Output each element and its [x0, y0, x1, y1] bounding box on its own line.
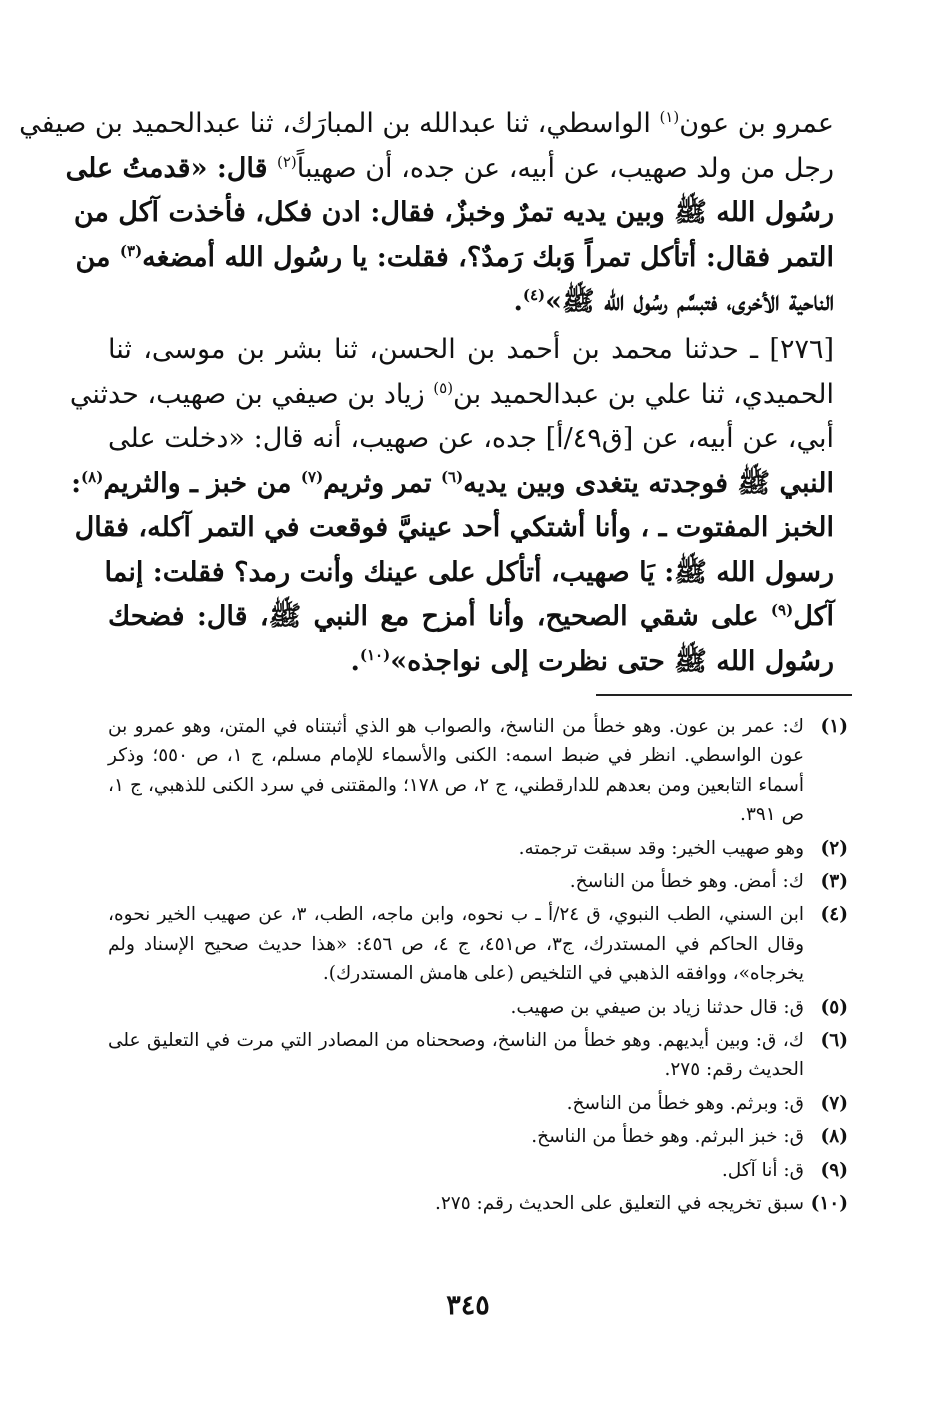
footnote-item	[108, 1156, 848, 1185]
text-line: أبي، عن أبيه، عن [ق٤٩/أ] جده، عن صهيب، أنه قال: «دخلت على	[108, 423, 834, 454]
footnote-number: (٥)	[820, 996, 848, 1018]
footnote-item	[108, 1089, 848, 1118]
footnote-text: ق: وبرثم. وهو خطأ من الناسخ.	[566, 1092, 804, 1114]
hadith-paragraph-1	[19, 102, 834, 325]
footnote-divider	[596, 694, 852, 696]
footnote-ref: (٩)	[770, 601, 794, 619]
text-line: رسُول الله ﷺ حتى نظرت إلى نواجذه»$^{(١٠)}$.	[350, 645, 834, 677]
text-line: رجل من ولد صهيب، عن أبيه، عن جده، أن صهيباً$^{(٢)}$ قال: «قدمتُ على	[65, 152, 834, 184]
footnote-text: ق: قال حدثنا زياد بن صيفي بن صهيب.	[510, 996, 804, 1018]
footnote-text: ك: عمر بن عون. وهو خطأ من الناسخ، والصواب هو الذي أثبتناه في المتن، وهو عمرو بن عون الواسطي. انظر في ضبط اسمه: الكنى والأسماء للإمام مسلم، ج ١، ص ٥٥٠؛ وذكر أسماء التابعين ومن بعدهم للدارقطني، ج ٢، ص ١٧٨؛ والمقتنى في سرد الكنى للذهبي، ج ١، ص ٣٩١.	[108, 716, 804, 826]
footnote-number: (٩)	[820, 1159, 848, 1181]
text-line: [٢٧٦] ـ حدثنا محمد بن أحمد بن الحسن، ثنا بشر بن موسى، ثنا	[108, 334, 834, 365]
footnote-ref: (٧)	[300, 467, 324, 486]
footnote-number: (٨)	[820, 1126, 848, 1148]
footnote-text: ق: خبز البرثم. وهو خطأ من الناسخ.	[531, 1126, 804, 1148]
footnotes-list	[108, 712, 848, 1223]
hadith-paragraph-2	[69, 328, 834, 684]
footnote-number: (٣)	[820, 871, 848, 893]
footnote-item	[108, 900, 848, 988]
text-line: رسول الله ﷺ: يَا صهيب، أتأكل على عينك وأنت رمد؟ فقلت: إنما	[104, 556, 834, 588]
footnote-number: (٦)	[820, 1030, 848, 1052]
text-line: التمر فقال: أتأكل تمراً وَبك رَمدٌ؟، فقلت: يا رسُول الله أمضغه$^{(٣)}$ من	[75, 241, 834, 273]
footnote-text: سبق تخريجه في التعليق على الحديث رقم: ٢٧٥.	[434, 1193, 804, 1215]
text-line: آكل$^{(٩)}$ على شقي الصحيح، وأنا أمزح مع النبي ﷺ، قال: فضحك	[108, 601, 834, 632]
page-number: ٣٤٥	[446, 1290, 490, 1321]
footnote-ref: (٣)	[119, 241, 143, 260]
footnote-ref: (٤)	[522, 286, 546, 304]
text-line: عمرو بن عون$^{(١)}$ الواسطي، ثنا عبدالله بن المبارَك، ثنا عبدالحميد بن صيفي	[19, 108, 834, 139]
text-line: الحميدي، ثنا علي بن عبدالحميد بن$^{(٥)}$ زياد بن صيفي بن صهيب، حدثني	[69, 378, 834, 410]
footnote-ref: (٦)	[440, 467, 464, 486]
footnote-text: ك: أمض. وهو خطأ من الناسخ.	[569, 871, 804, 893]
footnote-ref: (١)	[659, 108, 680, 126]
footnote-item	[108, 712, 848, 830]
footnote-ref: (٥)	[433, 378, 454, 397]
footnote-text: ابن السني، الطب النبوي، ق ٢٤/أ ـ ب نحوه، وابن ماجه، الطب، ٣، عن صهيب الخير نحوه، وقال الحاكم في المستدرك، ج٣، ص٤٥١، ج ٤، ص ٤٥٦: «هذا حديث صحيح الإسناد ولم يخرجاه»، ووافقه الذهبي في التلخيص (على هامش المستدرك).	[108, 904, 805, 985]
footnote-number: (٢)	[820, 837, 848, 859]
footnote-item	[108, 1189, 848, 1218]
footnote-text: وهو صهيب الخير: وقد سبقت ترجمته.	[518, 837, 804, 859]
text-line: الخبز المفتوت ـ ، وأنا أشتكي أحد عينيَّ فوقعت في التمر آكله، فقال	[74, 512, 834, 543]
footnote-item	[108, 867, 848, 896]
text-line: رسُول الله ﷺ وبين يديه تمرٌ وخبزٌ، فقال: ادن فكل، فأخذت آكل من	[73, 197, 834, 228]
footnote-ref: (٨)	[81, 467, 104, 486]
text-line: النبي ﷺ فوجدته يتغدى وبين يديه$^{(٦)}$ تمر وثريم$^{(٧)}$ من خبز ـ والثريم$^{(٨)}$:	[71, 467, 834, 499]
footnote-item	[108, 834, 848, 863]
footnote-text: ق: أنا آكل.	[721, 1159, 804, 1181]
footnote-text: ك، ق: وبين أيديهم. وهو خطأ من الناسخ، وصححناه من المصادر التي مرت في التعليق على الحديث رقم: ٢٧٥.	[108, 1030, 804, 1081]
footnote-item	[108, 993, 848, 1022]
footnote-number: (١)	[820, 716, 848, 737]
text-line: الناحية الأخرى، فتبسَّم رسُول الله ﷺ»$^{(٤)}$.	[513, 286, 834, 317]
footnote-ref: (١٠)	[359, 645, 391, 664]
footnote-item	[108, 1026, 848, 1085]
footnote-number: (٤)	[820, 904, 848, 926]
footnote-item	[108, 1122, 848, 1151]
footnote-number: (٧)	[820, 1092, 848, 1114]
footnote-number: (١٠)	[810, 1193, 848, 1215]
footnote-ref: (٢)	[276, 152, 297, 171]
